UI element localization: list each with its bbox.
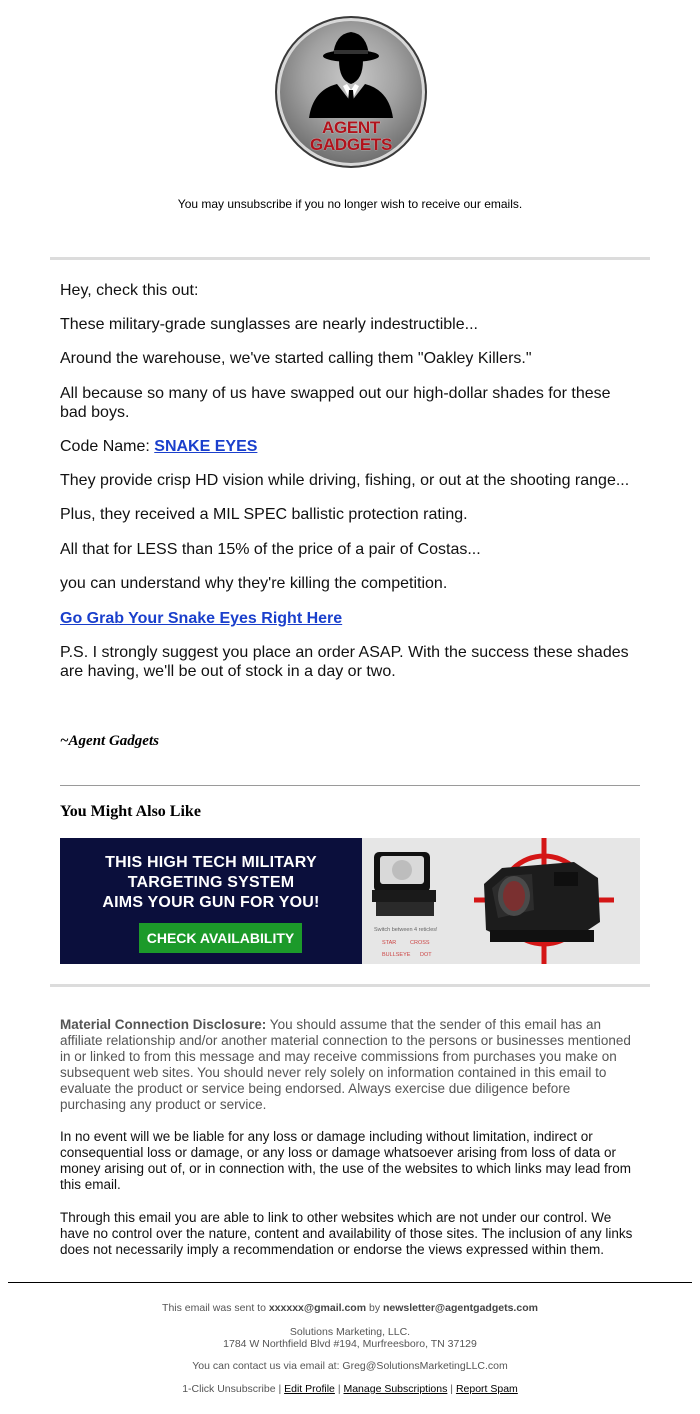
you-might-also-like-heading: You Might Also Like: [60, 803, 201, 820]
banner-line: THIS HIGH TECH MILITARY: [105, 854, 317, 871]
material-disclosure: [60, 1017, 640, 1113]
sent-by-label: by: [366, 1302, 383, 1314]
check-availability-button[interactable]: CHECK AVAILABILITY: [139, 923, 302, 953]
sender-email: newsletter@agentgadgets.com: [383, 1302, 538, 1314]
report-spam-link[interactable]: Report Spam: [455, 1383, 518, 1395]
reticle-option: CROSS: [410, 940, 430, 946]
external-links-disclaimer: Through this email you are able to link to other websites which are not under our control. We have no control over the nature, content and availability of those sites. The inclusion of any links does not necessarily imply a recommendation or endorse the views expressed within them.: [60, 1210, 633, 1257]
red-dot-sight-image: [362, 838, 640, 964]
footer-links: [0, 1383, 700, 1395]
disclosure-label: Material Connection Disclosure:: [60, 1017, 267, 1032]
contact-line: You can contact us via email at: Greg@SolutionsMarketingLLC.com: [192, 1360, 508, 1372]
top-divider: [50, 257, 650, 260]
body-paragraph: you can understand why they're killing the competition.: [60, 575, 448, 592]
sent-to-line: [0, 1302, 700, 1314]
one-click-unsubscribe[interactable]: 1-Click Unsubscribe: [182, 1383, 276, 1395]
company-address: 1784 W Northfield Blvd #194, Murfreesboro, TN 37129: [223, 1338, 477, 1350]
body-paragraph: These military-grade sunglasses are nearly indestructible...: [60, 316, 478, 333]
grab-snake-eyes-link[interactable]: Go Grab Your Snake Eyes Right Here: [60, 610, 343, 627]
banner-line: AIMS YOUR GUN FOR YOU!: [102, 894, 320, 911]
unsubscribe-note: You may unsubscribe if you no longer wish to receive our emails.: [177, 197, 523, 211]
manage-subscriptions-link[interactable]: Manage Subscriptions: [343, 1383, 448, 1395]
signature-divider: [60, 785, 640, 786]
signature: ~Agent Gadgets: [60, 733, 159, 749]
disclosure-divider: [50, 984, 650, 987]
disclosure-text: You should assume that the sender of this email has an affiliate relationship and/or another material connection to the persons or businesses mentioned in or linked to from this message and may receive commissions from purchases you make on subsequent web sites. You should never rely solely on information contained in this email to evaluate the product or service being endorsed. Always exercise due diligence before purchasing any product or service.: [60, 1017, 631, 1112]
recipient-email: xxxxxx@gmail.com: [268, 1302, 367, 1314]
body-paragraph: They provide crisp HD vision while driving, fishing, or out at the shooting range...: [60, 472, 630, 489]
footer-divider: [8, 1282, 692, 1283]
body-paragraph: Around the warehouse, we've started calling them "Oakley Killers.": [60, 350, 532, 367]
link-separator: |: [447, 1383, 456, 1395]
reticle-option: DOT: [420, 952, 432, 958]
sent-to-prefix: This email was sent to: [162, 1302, 269, 1314]
banner-line: TARGETING SYSTEM: [127, 874, 295, 891]
code-name-label: Code Name:: [60, 438, 155, 455]
company-name: Solutions Marketing, LLC.: [289, 1326, 411, 1338]
body-paragraph: Hey, check this out:: [60, 282, 199, 299]
reticle-option: BULLSEYE: [382, 952, 411, 958]
body-paragraph: All because so many of us have swapped out our high-dollar shades for these bad boys.: [60, 385, 611, 421]
body-paragraph: All that for LESS than 15% of the price of a pair of Costas...: [60, 541, 481, 558]
liability-disclaimer: In no event will we be liable for any loss or damage including without limitation, indirect or consequential loss or damage, or any loss or damage whatsoever arising from loss of data or money arising out of, or in connection with, the use of the websites to which links may lead from this email.: [60, 1129, 632, 1192]
logo-text-agent: AGENT: [321, 118, 380, 137]
reticle-caption: Switch between 4 reticles!: [374, 927, 438, 933]
snake-eyes-link[interactable]: SNAKE EYES: [154, 438, 258, 455]
banner-image-panel: [362, 838, 640, 964]
logo-text-gadgets: GADGETS: [310, 135, 392, 154]
reticle-option: STAR: [382, 940, 397, 946]
ps-paragraph: P.S. I strongly suggest you place an order ASAP. With the success these shades are having, we'll be out of stock in a day or two.: [60, 644, 629, 680]
banner-text-panel: [60, 838, 362, 964]
code-name-line: [60, 437, 640, 456]
banner-headline: [60, 853, 362, 913]
edit-profile-link[interactable]: Edit Profile: [284, 1383, 335, 1395]
link-separator: |: [334, 1383, 344, 1395]
brand-logo[interactable]: [275, 16, 427, 168]
targeting-system-banner[interactable]: [60, 838, 640, 964]
link-separator: |: [275, 1383, 285, 1395]
body-paragraph: Plus, they received a MIL SPEC ballistic protection rating.: [60, 506, 468, 523]
logo-badge: [275, 16, 427, 168]
